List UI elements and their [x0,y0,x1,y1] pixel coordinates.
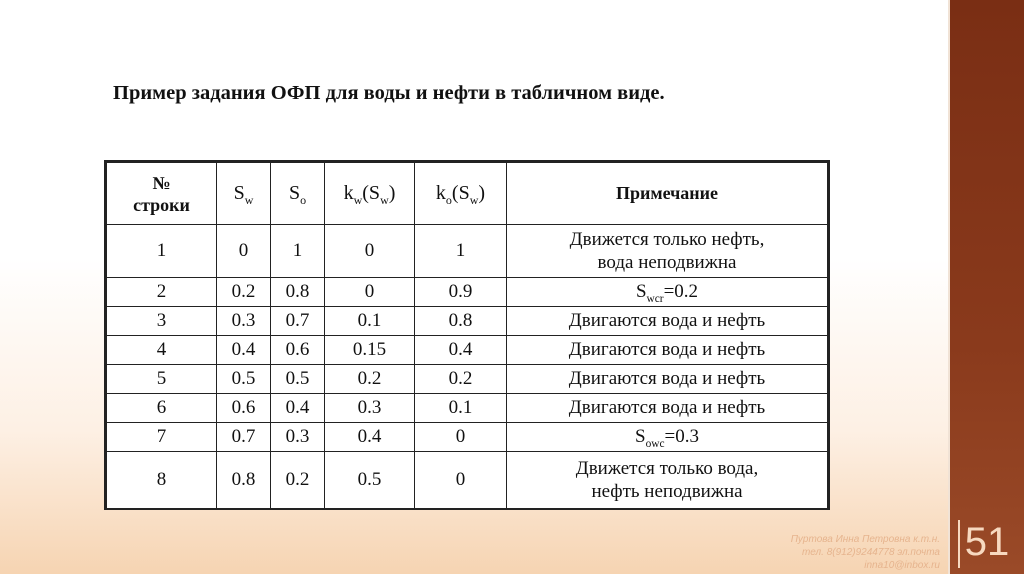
cell-ko: 0 [415,423,507,452]
slide-number: 51 [964,520,1010,564]
cell-note: Двигаются вода и нефть [507,365,828,394]
cell-note [507,423,828,452]
cell-so: 0.6 [271,336,325,365]
cell-so: 1 [271,225,325,278]
cell-note-line2: нефть неподвижна [591,481,743,502]
cell-kw: 0.3 [325,394,415,423]
header-ko-end: ) [478,182,486,204]
header-so-sub: o [300,193,307,207]
relperm-table-container [104,160,830,510]
table-row [107,225,828,278]
header-ko-sub: o [445,193,452,207]
header-ko [415,163,507,225]
slide-title: Пример задания ОФП для воды и нефти в табличном виде. [113,82,665,104]
cell-so: 0.2 [271,452,325,509]
cell-note [507,225,828,278]
cell-kw: 0.2 [325,365,415,394]
cell-kw: 0.1 [325,307,415,336]
header-note: Примечание [507,163,828,225]
header-kw-sub2: w [380,193,389,207]
side-accent-bar [950,0,1024,574]
header-row-number [107,163,217,225]
cell-note-line2: вода неподвижна [597,252,737,273]
cell-sw: 0.2 [217,278,271,307]
table-row [107,307,828,336]
cell-note-main: S [634,426,646,447]
header-ko-mid: (S [451,182,470,204]
header-num-label: строки [133,194,190,215]
table-row [107,423,828,452]
cell-row-number: 7 [107,423,217,452]
cell-row-number: 4 [107,336,217,365]
header-ko-sub2: w [469,193,479,207]
cell-note: Двигаются вода и нефть [507,336,828,365]
cell-ko: 1 [415,225,507,278]
cell-kw: 0 [325,278,415,307]
author-footer [730,533,940,572]
cell-so: 0.4 [271,394,325,423]
cell-ko: 0.4 [415,336,507,365]
cell-note-main: S [635,281,647,302]
cell-ko: 0.1 [415,394,507,423]
cell-ko: 0.8 [415,307,507,336]
cell-ko: 0.9 [415,278,507,307]
cell-sw: 0.3 [217,307,271,336]
footer-line-author: Пуртова Инна Петровна к.т.н. [790,534,940,545]
cell-kw: 0.5 [325,452,415,509]
cell-note-line1: Движется только вода, [575,458,759,479]
table-row [107,336,828,365]
header-so [271,163,325,225]
footer-line-email: inna10@inbox.ru [864,560,940,571]
header-sw-main: S [233,182,245,204]
cell-note-rest: =0.3 [664,426,700,447]
cell-sw: 0 [217,225,271,278]
header-kw [325,163,415,225]
table-row [107,278,828,307]
header-kw-end: ) [388,182,396,204]
header-kw-mid: (S [362,182,381,204]
header-sw [217,163,271,225]
cell-kw: 0 [325,225,415,278]
cell-row-number: 5 [107,365,217,394]
table-header-row [107,163,828,225]
cell-sw: 0.5 [217,365,271,394]
cell-note-line1: Движется только нефть, [569,229,765,250]
header-num-symbol: № [152,172,171,193]
cell-row-number: 2 [107,278,217,307]
cell-ko: 0 [415,452,507,509]
cell-note-sub: owc [645,437,665,450]
cell-note [507,278,828,307]
cell-sw: 0.8 [217,452,271,509]
footer-line-phone: тел. 8(912)9244778 эл.почта [801,547,940,558]
table-row [107,365,828,394]
cell-note-sub: wcr [646,292,664,305]
cell-kw: 0.4 [325,423,415,452]
cell-sw: 0.6 [217,394,271,423]
cell-so: 0.7 [271,307,325,336]
cell-note: Двигаются вода и нефть [507,394,828,423]
header-kw-main: k [343,182,354,204]
cell-note-rest: =0.2 [663,281,699,302]
table-row [107,452,828,509]
header-kw-sub: w [353,193,363,207]
cell-row-number: 3 [107,307,217,336]
cell-so: 0.8 [271,278,325,307]
cell-kw: 0.15 [325,336,415,365]
header-sw-sub: w [244,193,254,207]
relperm-table [106,162,828,509]
table-row [107,394,828,423]
cell-sw: 0.4 [217,336,271,365]
cell-row-number: 6 [107,394,217,423]
cell-ko: 0.2 [415,365,507,394]
header-ko-main: k [435,182,446,204]
cell-sw: 0.7 [217,423,271,452]
cell-so: 0.5 [271,365,325,394]
cell-note: Двигаются вода и нефть [507,307,828,336]
cell-note [507,452,828,509]
header-so-main: S [288,182,301,204]
cell-row-number: 1 [107,225,217,278]
cell-row-number: 8 [107,452,217,509]
cell-so: 0.3 [271,423,325,452]
